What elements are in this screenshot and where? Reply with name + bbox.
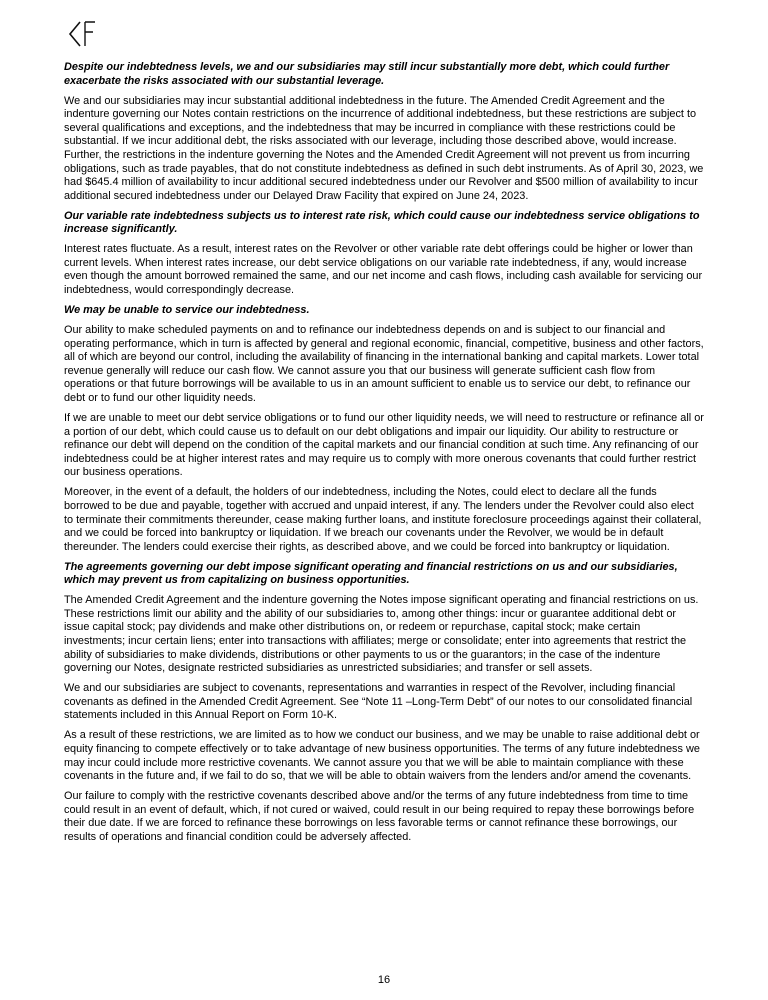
page-number: 16 [377,974,391,986]
paragraph: Interest rates fluctuate. As a result, interest rates on the Revolver or other variable rate debt offerings could be higher or lower than current levels. When interest rates increase, our debt service obligations on our variable rate indebtedness, if any, would increase even though the amount borrowed remained the same, and our net income and cash flows, including cash available for servicing our indebtedness, would correspondingly decrease. [64,243,703,297]
paragraph: Our failure to comply with the restrictive covenants described above and/or the terms of any future indebtedness from time to time could result in an event of default, which, if not cured or waived, could result in our being required to repay these borrowings before their due date. If we are forced to refinance these borrowings on less favorable terms or cannot refinance these borrowings, our results of operations and financial condition could be adversely affected. [64,790,695,843]
paragraph: As a result of these restrictions, we are limited as to how we conduct our business, and we may be unable to raise additional debt or equity financing to compete effectively or to take advantage of new business opportunities. The terms of any future indebtedness we may incur could include more restrictive covenants. We cannot assure you that we will be able to maintain compliance with these covenants in the future and, if we fail to do so, that we will be able to obtain waivers from the lenders and/or amend the covenants. [64,729,700,783]
paragraph: The Amended Credit Agreement and the indenture governing the Notes impose significant operating and financial restrictions on us. These restrictions limit our ability and the ability of our subsidiaries to, among other things: incur or guarantee additional debt or issue capital stock; pay dividends and make other distributions on, or redeem or repurchase, capital stock; make certain investments; incur certain liens; enter into transactions with affiliates; merge or consolidate; enter into agreements that restrict the ability of subsidiaries to make dividends, distributions or other payments to us or the guarantors; in the case of the indenture governing our Notes, designate restricted subsidiaries as unrestricted subsidiaries; and transfer or sell assets. [64,594,699,675]
section-heading: Despite our indebtedness levels, we and our subsidiaries may still incur substantially more debt, which could further exacerbate the risks associated with our substantial leverage. [64,61,670,87]
paragraph: We and our subsidiaries may incur substantial additional indebtedness in the future. The Amended Credit Agreement and the indenture governing our Notes contain restrictions on the incurrence of additional indebtedness, but these restrictions are subject to several qualifications and exceptions, and the indebtedness that may be incurred in compliance with these restrictions could be substantial. If we incur additional debt, the risks associated with our leverage, including those described above, would increase. Further, the restrictions in the indenture governing the Notes and the Amended Credit Agreement will not prevent us from incurring obligations, such as trade payables, that do not constitute indebtedness as defined in such debt instruments. As of April 30, 2023, we had $645.4 million of availability to incur additional secured indebtedness under our Revolver and $500 million of availability to incur additional secured indebtedness under our Delayed Draw Facility that expired on June 24, 2023. [64,94,704,202]
paragraph: Our ability to make scheduled payments on and to refinance our indebtedness depends on and is subject to our financial and operating performance, which in turn is affected by general and regional economic, financial, competitive, business and other factors, all of which are beyond our control, including the availability of financing in the international banking and capital markets. Lower total revenue generally will reduce our cash flow. We cannot assure you that our business will generate sufficient cash flow from operations or that future borrowings will be available to us in an amount sufficient to enable us to service our debt, to refinance our debt or to fund our other liquidity needs. [64,324,704,405]
section-heading: We may be unable to service our indebtedness. [64,304,310,317]
paragraph: We and our subsidiaries are subject to covenants, representations and warranties in respect of the Revolver, including financial covenants as defined in the Amended Credit Agreement. See “Note 11 –Long-Term Debt” of our notes to our consolidated financial statements included in this Annual Report on Form 10-K. [64,682,693,722]
section-heading: Our variable rate indebtedness subjects us to interest rate risk, which could cause our indebtedness service obligations to increase significantly. [64,209,700,236]
section-heading: The agreements governing our debt impose significant operating and financial restrictions on us and our subsidiaries, which may prevent us from capitalizing on business opportunities. [64,560,678,587]
logo-icon [66,18,98,50]
paragraph: If we are unable to meet our debt service obligations or to fund our other liquidity needs, we will need to restructure or refinance all or a portion of our debt, which could cause us to default on our debt obligations and impair our liquidity. Our ability to restructure or refinance our debt will depend on the condition of the capital markets and our financial condition at such time. Any refinancing of our indebtedness could be at higher interest rates and may require us to comply with more onerous covenants that could further restrict our business operations. [64,412,704,479]
paragraph: Moreover, in the event of a default, the holders of our indebtedness, including the Notes, could elect to declare all the funds borrowed to be due and payable, together with accrued and unpaid interest, if any. The lenders under the Revolver could also elect to terminate their commitments thereunder, cease making further loans, and institute foreclosure proceedings against their collateral, and we could be forced into bankruptcy or liquidation. If we breach our covenants under the Revolver, we would be in default thereunder. The lenders could exercise their rights, as described above, and we could be forced into bankruptcy or liquidation. [64,486,702,553]
document-body [64,61,704,851]
